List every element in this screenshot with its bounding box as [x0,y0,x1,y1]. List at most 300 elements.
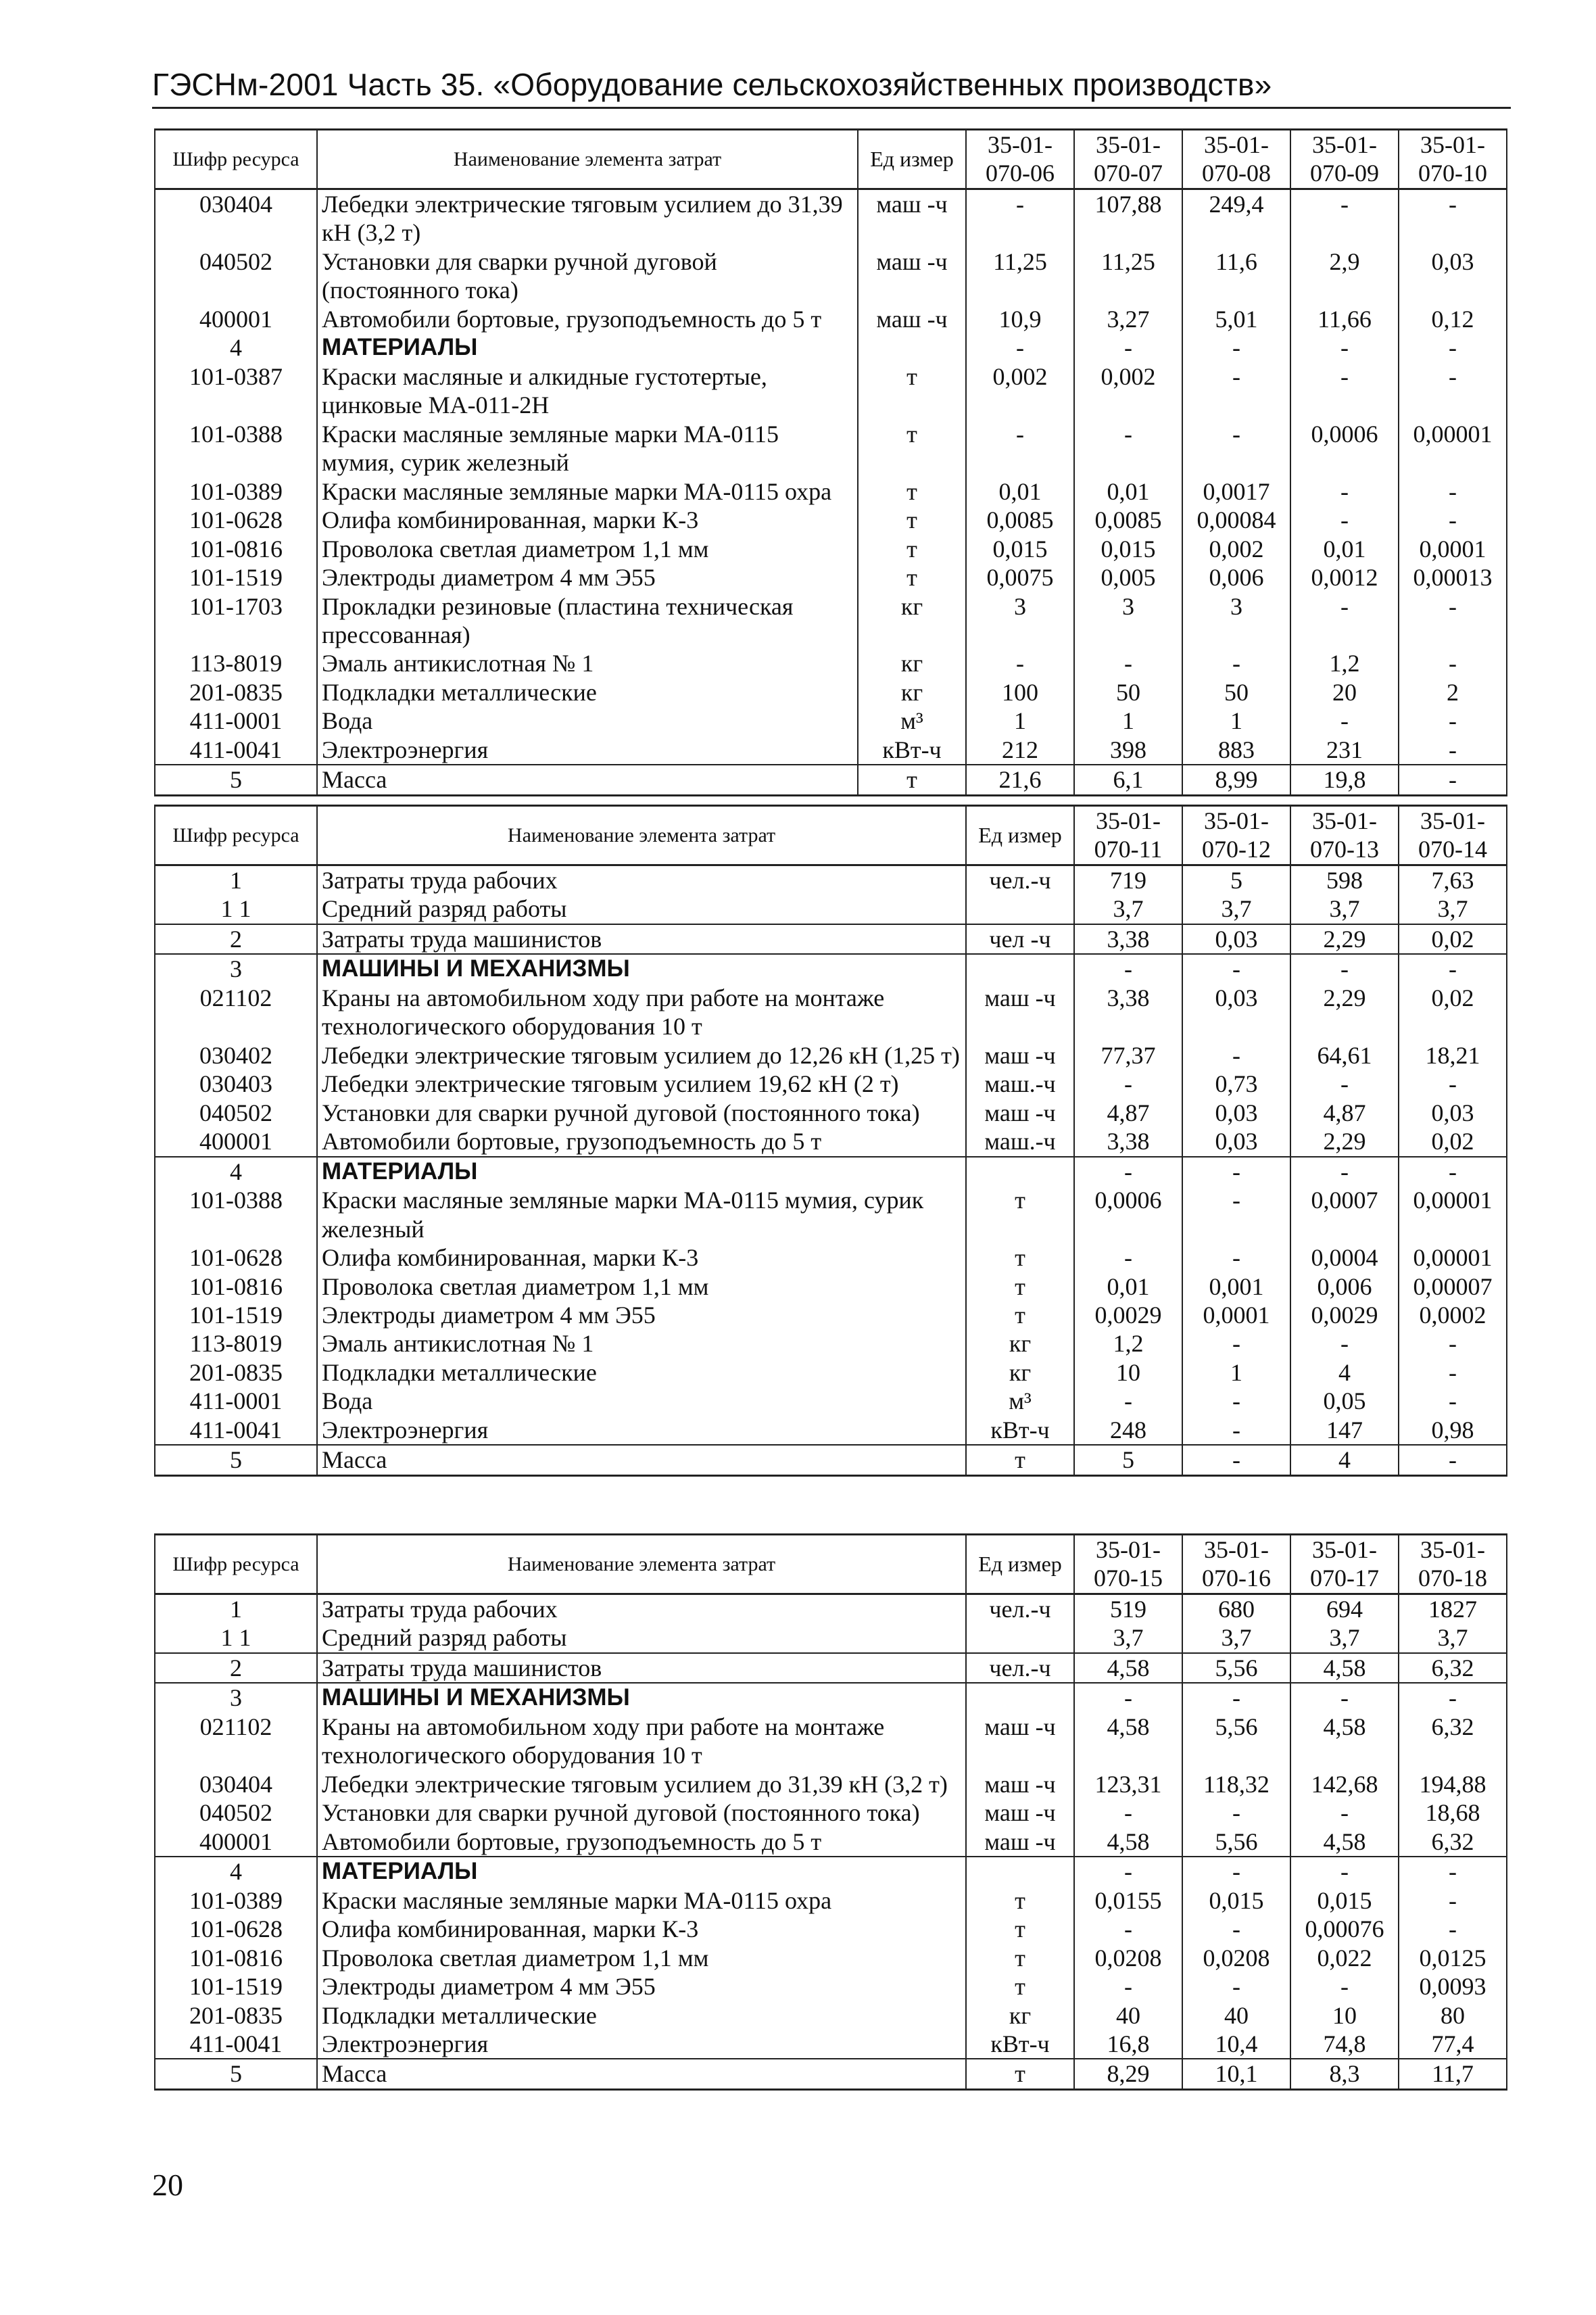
resource-value: - [1399,1445,1507,1475]
resource-value: 6,32 [1399,1713,1507,1770]
header-norm-code: 35-01-070-07 [1074,130,1182,189]
resource-value: - [1290,954,1399,983]
header-norm-code: 35-01-070-14 [1399,806,1507,865]
resource-value: 0,00013 [1399,563,1507,592]
resource-code: 411-0001 [155,707,317,735]
resource-value: 18,21 [1399,1041,1507,1070]
resource-name: Краски масляные земляные марки МА-0115 мумия, сурик железный [317,1186,966,1243]
resource-code: 201-0835 [155,2001,317,2030]
resource-name: Электроды диаметром 4 мм Э55 [317,1972,966,2001]
resource-unit: чел.-ч [966,1653,1074,1683]
resource-unit: маш -ч [966,1798,1074,1827]
resource-value: 0,98 [1399,1416,1507,1445]
resource-table-2 [154,805,1507,1477]
resource-value: 249,4 [1182,189,1290,247]
resource-value: 11,66 [1290,305,1399,333]
resource-name: Проволока светлая диаметром 1,1 мм [317,535,858,563]
resource-value: 6,32 [1399,1828,1507,1857]
resource-value: 6,1 [1074,765,1182,795]
header-name: Наименование элемента затрат [317,1535,966,1594]
resource-value: - [1182,1798,1290,1827]
table-row [155,765,1507,795]
resource-value: 11,25 [1074,247,1182,305]
resource-value: - [1399,765,1507,795]
resource-code: 101-0387 [155,362,317,420]
table-row [155,707,1507,735]
resource-value: 0,00001 [1399,1243,1507,1272]
resource-unit: м³ [858,707,966,735]
resource-name: Лебедки электрические тяговым усилием до 12,26 кН (1,25 т) [317,1041,966,1070]
resource-unit: т [858,535,966,563]
resource-table-1 [154,128,1507,796]
resource-name: Электроды диаметром 4 мм Э55 [317,563,858,592]
resource-value: 3,38 [1074,924,1182,954]
resource-code: 4 [155,1857,317,1886]
resource-code: 101-0388 [155,420,317,477]
table-header-row [155,130,1507,189]
resource-code: 4 [155,1157,317,1186]
resource-name: Лебедки электрические тяговым усилием до 31,39 кН (3,2 т) [317,1770,966,1798]
resource-value: 0,02 [1399,924,1507,954]
resource-value: 0,015 [1182,1886,1290,1915]
resource-value: - [966,333,1074,362]
resource-unit: кВт-ч [966,2030,1074,2059]
resource-name: МАТЕРИАЛЫ [317,333,858,362]
header-code: Шифр ресурса [155,1535,317,1594]
resource-unit: маш.-ч [966,1070,1074,1098]
resource-name: Масса [317,765,858,795]
resource-value: - [1399,1157,1507,1186]
page-header: ГЭСНм-2001 Часть 35. «Оборудование сельскохозяйственных производств» [152,67,1272,102]
resource-value: 3,38 [1074,1127,1182,1156]
resource-value: - [966,649,1074,677]
resource-value: 50 [1182,678,1290,707]
resource-value: 3 [1182,592,1290,650]
resource-unit [966,1157,1074,1186]
table-row [155,1099,1507,1127]
resource-code: 101-0816 [155,1944,317,1972]
resource-value: 18,68 [1399,1798,1507,1827]
resource-value: - [1399,1387,1507,1415]
resource-code: 101-1519 [155,1301,317,1329]
resource-value: - [1290,1157,1399,1186]
resource-name: Олифа комбинированная, марки К-3 [317,506,858,534]
resource-code: 411-0041 [155,736,317,765]
resource-value: 4,58 [1074,1713,1182,1770]
resource-value: - [1074,649,1182,677]
resource-value: - [1399,954,1507,983]
resource-value: - [966,420,1074,477]
resource-value: 248 [1074,1416,1182,1445]
resource-value: 40 [1074,2001,1182,2030]
resource-unit: кг [966,2001,1074,2030]
table-row [155,1653,1507,1683]
resource-value: 74,8 [1290,2030,1399,2059]
resource-code: 040502 [155,1798,317,1827]
resource-code: 101-1519 [155,1972,317,2001]
table-row [155,506,1507,534]
header-norm-code: 35-01-070-10 [1399,130,1507,189]
resource-value: - [1290,477,1399,506]
resource-value: 0,0085 [966,506,1074,534]
resource-unit: т [966,1301,1074,1329]
resource-name: Проволока светлая диаметром 1,1 мм [317,1272,966,1301]
resource-value: - [1399,506,1507,534]
table-row [155,1416,1507,1445]
resource-value: 0,0208 [1182,1944,1290,1972]
resource-value: - [1290,333,1399,362]
resource-value: 0,12 [1399,305,1507,333]
table-row [155,1770,1507,1798]
table-row [155,1358,1507,1387]
resource-unit: маш -ч [966,984,1074,1041]
resource-value: 0,0007 [1290,1186,1399,1243]
resource-name: Затраты труда машинистов [317,924,966,954]
header-name: Наименование элемента затрат [317,130,858,189]
resource-unit: кг [966,1329,1074,1358]
resource-code: 3 [155,1683,317,1712]
resource-name: Средний разряд работы [317,894,966,924]
table-row [155,924,1507,954]
resource-name: Установки для сварки ручной дуговой (постоянного тока) [317,1798,966,1827]
resource-name: Краски масляные земляные марки МА-0115 охра [317,477,858,506]
resource-value: - [1182,1416,1290,1445]
resource-value: - [1074,1798,1182,1827]
resource-code: 030404 [155,189,317,247]
resource-code: 2 [155,924,317,954]
table-row [155,2001,1507,2030]
resource-value: 3,38 [1074,984,1182,1041]
resource-value: - [1182,1186,1290,1243]
resource-value: - [1182,1683,1290,1712]
table-row [155,1243,1507,1272]
resource-code: 040502 [155,1099,317,1127]
resource-unit: кг [858,592,966,650]
resource-value: 147 [1290,1416,1399,1445]
resource-value: - [1399,362,1507,420]
table-row [155,678,1507,707]
resource-value: 10,1 [1182,2059,1290,2089]
header-norm-code: 35-01-070-06 [966,130,1074,189]
resource-code: 1 1 [155,1623,317,1652]
resource-value: - [1182,362,1290,420]
header-unit: Ед измер [858,130,966,189]
resource-code: 101-0816 [155,1272,317,1301]
table-row [155,362,1507,420]
resource-value: - [1399,1358,1507,1387]
resource-unit: м³ [966,1387,1074,1415]
resource-name: Подкладки металлические [317,678,858,707]
resource-value: 1,2 [1074,1329,1182,1358]
resource-name: Масса [317,2059,966,2089]
resource-unit: маш -ч [858,305,966,333]
resource-value: - [1074,1915,1182,1943]
header-norm-code: 35-01-070-15 [1074,1535,1182,1594]
resource-unit: т [966,1186,1074,1243]
resource-value: 19,8 [1290,765,1399,795]
resource-value: 3 [966,592,1074,650]
resource-value: 2,9 [1290,247,1399,305]
resource-code: 021102 [155,1713,317,1770]
table-row [155,1070,1507,1098]
resource-value: 7,63 [1399,865,1507,894]
resource-value: 0,00001 [1399,420,1507,477]
resource-unit: маш -ч [966,1099,1074,1127]
resource-value: - [1290,1329,1399,1358]
resource-value: 0,03 [1182,984,1290,1041]
resource-unit: т [858,362,966,420]
resource-unit [966,1623,1074,1652]
resource-value: - [1182,1329,1290,1358]
resource-value: 0,03 [1399,247,1507,305]
resource-name: Проволока светлая диаметром 1,1 мм [317,1944,966,1972]
resource-code: 101-1519 [155,563,317,592]
resource-code: 411-0001 [155,1387,317,1415]
resource-value: 719 [1074,865,1182,894]
resource-name: Автомобили бортовые, грузоподъемность до 5 т [317,305,858,333]
resource-name: Краны на автомобильном ходу при работе на монтаже технологического оборудования 10 т [317,1713,966,1770]
resource-code: 021102 [155,984,317,1041]
resource-name: Подкладки металлические [317,1358,966,1387]
resource-unit: т [858,765,966,795]
resource-code: 4 [155,333,317,362]
resource-value: 598 [1290,865,1399,894]
resource-value: 0,0012 [1290,563,1399,592]
resource-value: - [1290,1857,1399,1886]
header-norm-code: 35-01-070-13 [1290,806,1399,865]
table-row [155,984,1507,1041]
resource-unit: маш -ч [966,1770,1074,1798]
resource-value: - [1182,1243,1290,1272]
resource-value: - [1399,1915,1507,1943]
table-row [155,649,1507,677]
resource-value: 2,29 [1290,1127,1399,1156]
resource-value: - [1290,362,1399,420]
resource-value: 0,01 [1074,477,1182,506]
resource-name: Олифа комбинированная, марки К-3 [317,1243,966,1272]
resource-value: 3,7 [1182,1623,1290,1652]
resource-unit [966,954,1074,983]
table-row [155,1387,1507,1415]
resource-value: - [1290,506,1399,534]
resource-code: 411-0041 [155,2030,317,2059]
resource-value: 5 [1074,1445,1182,1475]
resource-code: 101-0388 [155,1186,317,1243]
resource-value: 10 [1290,2001,1399,2030]
resource-code: 030402 [155,1041,317,1070]
resource-name: Автомобили бортовые, грузоподъемность до 5 т [317,1828,966,1857]
resource-value: - [1074,333,1182,362]
table-row [155,1623,1507,1652]
header-code: Шифр ресурса [155,130,317,189]
resource-value: 3,7 [1074,1623,1182,1652]
resource-code: 1 [155,1594,317,1623]
resource-value: 4 [1290,1445,1399,1475]
header-name: Наименование элемента затрат [317,806,966,865]
resource-value: - [1182,1915,1290,1943]
resource-value: - [1399,1886,1507,1915]
table-row [155,736,1507,765]
resource-value: 0,02 [1399,1127,1507,1156]
resource-value: - [1074,1070,1182,1098]
resource-value: - [1399,477,1507,506]
resource-name: Прокладки резиновые (пластина техническая прессованная) [317,592,858,650]
table-row [155,1157,1507,1186]
resource-value: - [1182,1972,1290,2001]
resource-value: 0,01 [1074,1272,1182,1301]
resource-value: 0,03 [1182,924,1290,954]
resource-unit: т [858,477,966,506]
resource-code: 101-0816 [155,535,317,563]
resource-unit: кг [966,1358,1074,1387]
resource-value: - [1074,1972,1182,2001]
resource-value: 5,01 [1182,305,1290,333]
resource-code: 030403 [155,1070,317,1098]
resource-value: - [1182,1445,1290,1475]
resource-value: - [1290,1972,1399,2001]
page-number: 20 [152,2168,183,2202]
resource-value: 0,001 [1182,1272,1290,1301]
resource-unit [966,1683,1074,1712]
resource-value: 0,015 [966,535,1074,563]
resource-value: 0,00076 [1290,1915,1399,1943]
resource-value: 3,7 [1182,894,1290,924]
resource-value: 4 [1290,1358,1399,1387]
resource-value: - [1182,1041,1290,1070]
resource-code: 5 [155,765,317,795]
resource-name: Эмаль антикислотная № 1 [317,649,858,677]
resource-value: - [1182,1387,1290,1415]
resource-value: 0,03 [1399,1099,1507,1127]
resource-unit: т [858,506,966,534]
resource-value: - [1290,1798,1399,1827]
resource-value: - [1399,1070,1507,1098]
resource-name: Краски масляные земляные марки МА-0115 охра [317,1886,966,1915]
table-row [155,477,1507,506]
resource-value: - [1399,736,1507,765]
resource-value: 123,31 [1074,1770,1182,1798]
resource-value: - [1399,1329,1507,1358]
header-norm-code: 35-01-070-18 [1399,1535,1507,1594]
resource-value: 107,88 [1074,189,1182,247]
resource-value: - [1399,333,1507,362]
resource-unit: т [966,2059,1074,2089]
resource-unit: маш.-ч [966,1127,1074,1156]
resource-value: 5,56 [1182,1713,1290,1770]
resource-value: 0,0029 [1074,1301,1182,1329]
resource-value: 3,7 [1399,894,1507,924]
resource-code: 101-0628 [155,1915,317,1943]
resource-value: 3,7 [1399,1623,1507,1652]
resource-name: Краски масляные и алкидные густотертые, цинковые МА-011-2Н [317,362,858,420]
resource-name: Затраты труда рабочих [317,865,966,894]
resource-name: МАТЕРИАЛЫ [317,1857,966,1886]
resource-name: Масса [317,1445,966,1475]
table-row [155,865,1507,894]
resource-value: 0,0006 [1290,420,1399,477]
table-row [155,1915,1507,1943]
resource-unit: т [858,563,966,592]
resource-value: 0,0125 [1399,1944,1507,1972]
resource-code: 040502 [155,247,317,305]
resource-value: 1 [1074,707,1182,735]
resource-value: 1 [966,707,1074,735]
resource-code: 030404 [155,1770,317,1798]
resource-unit: маш -ч [858,189,966,247]
header-unit: Ед измер [966,806,1074,865]
table-row [155,1272,1507,1301]
resource-unit: кВт-ч [966,1416,1074,1445]
resource-name: Электроэнергия [317,2030,966,2059]
table-row [155,894,1507,924]
resource-value: 11,6 [1182,247,1290,305]
resource-name: Средний разряд работы [317,1623,966,1652]
resource-value: 10,9 [966,305,1074,333]
resource-code: 113-8019 [155,649,317,677]
resource-code: 101-1703 [155,592,317,650]
resource-value: 1,2 [1290,649,1399,677]
table-row [155,1857,1507,1886]
resource-name: Затраты труда машинистов [317,1653,966,1683]
resource-value: 21,6 [966,765,1074,795]
resource-code: 101-0389 [155,1886,317,1915]
resource-name: Лебедки электрические тяговым усилием до 31,39 кН (3,2 т) [317,189,858,247]
header-rule [152,107,1511,109]
header-norm-code: 35-01-070-16 [1182,1535,1290,1594]
resource-value: 118,32 [1182,1770,1290,1798]
resource-value: 0,0001 [1399,535,1507,563]
resource-value: 0,01 [1290,535,1399,563]
resource-table-3 [154,1533,1507,2091]
resource-value: 0,002 [1074,362,1182,420]
table-row [155,305,1507,333]
table-row [155,247,1507,305]
resource-code: 113-8019 [155,1329,317,1358]
table-row [155,563,1507,592]
table-row [155,189,1507,247]
resource-value: 3,27 [1074,305,1182,333]
resource-value: 40 [1182,2001,1290,2030]
resource-value: 680 [1182,1594,1290,1623]
table-header-row [155,806,1507,865]
resource-value: 194,88 [1399,1770,1507,1798]
resource-value: 694 [1290,1594,1399,1623]
table-row [155,1301,1507,1329]
resource-value: - [1399,649,1507,677]
resource-unit [858,333,966,362]
resource-value: 519 [1074,1594,1182,1623]
resource-unit: кг [858,649,966,677]
resource-code: 3 [155,954,317,983]
resource-value: 11,25 [966,247,1074,305]
resource-unit [966,894,1074,924]
resource-value: 16,8 [1074,2030,1182,2059]
resource-name: Краски масляные земляные марки МА-0115 мумия, сурик железный [317,420,858,477]
resource-code: 400001 [155,305,317,333]
resource-unit [966,1857,1074,1886]
resource-value: - [1074,1683,1182,1712]
resource-name: Краны на автомобильном ходу при работе на монтаже технологического оборудования 10 т [317,984,966,1041]
resource-value: 0,0017 [1182,477,1290,506]
resource-value: 0,0075 [966,563,1074,592]
resource-name: Эмаль антикислотная № 1 [317,1329,966,1358]
resource-value: 5 [1182,865,1290,894]
resource-value: - [1074,1857,1182,1886]
resource-unit: т [966,1886,1074,1915]
resource-value: 4,58 [1074,1828,1182,1857]
resource-value: 100 [966,678,1074,707]
resource-value: 2,29 [1290,924,1399,954]
